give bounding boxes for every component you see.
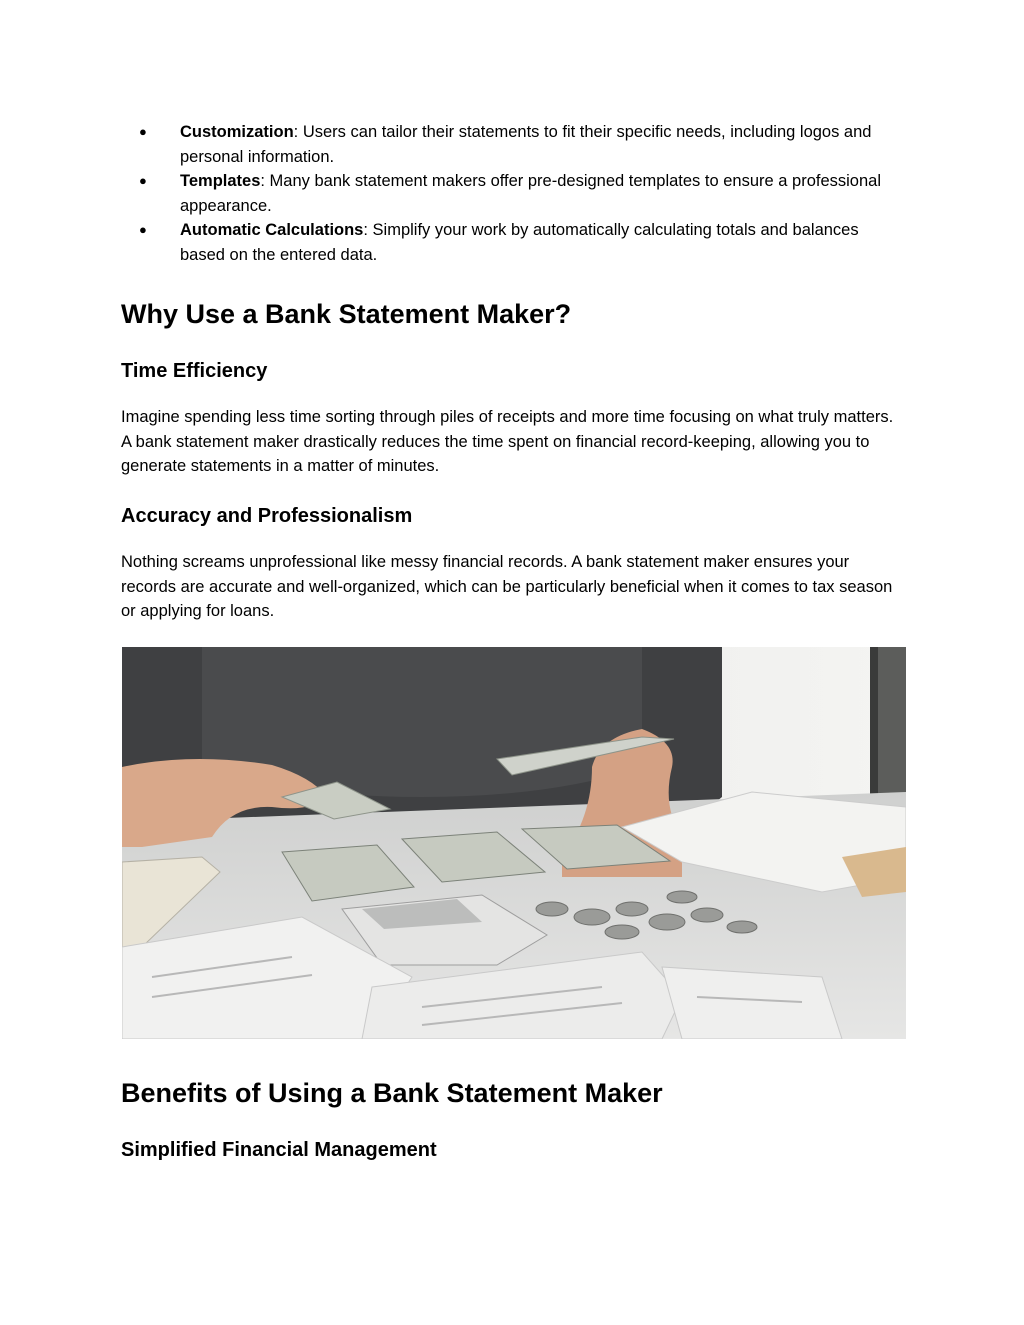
- feature-text: : Users can tailor their statements to fit their specific needs, including logos and personal information.: [180, 123, 872, 166]
- subheading-accuracy: Accuracy and Professionalism: [121, 505, 413, 527]
- list-item: [121, 169, 906, 218]
- section-heading-benefits: Benefits of Using a Bank Statement Maker: [121, 1078, 663, 1108]
- bullet-icon: ●: [139, 222, 147, 237]
- paragraph-accuracy: Nothing screams unprofessional like messy financial records. A bank statement maker ensures your records are accurate and well-organized, which can be particularly beneficial when it comes to tax season or applying for loans.: [121, 553, 893, 620]
- bullet-icon: ●: [139, 173, 147, 188]
- subheading-simplified-management: Simplified Financial Management: [121, 1139, 437, 1161]
- feature-term: Customization: [180, 123, 294, 141]
- section-heading-why: Why Use a Bank Statement Maker?: [121, 299, 572, 329]
- feature-term: Automatic Calculations: [180, 221, 364, 239]
- money-counting-photo: [122, 647, 906, 1039]
- feature-text: : Many bank statement makers offer pre-designed templates to ensure a professional appearance.: [180, 172, 882, 215]
- feature-list: [121, 120, 906, 267]
- paragraph-time-efficiency: Imagine spending less time sorting through piles of receipts and more time focusing on what truly matters. A bank statement maker drastically reduces the time spent on financial record-keeping, allowing you to generate statements in a matter of minutes.: [121, 408, 894, 475]
- subheading-time-efficiency: Time Efficiency: [121, 360, 268, 382]
- list-item: [121, 120, 906, 169]
- bullet-icon: ●: [139, 124, 147, 139]
- feature-text: : Simplify your work by automatically calculating totals and balances based on the entered data.: [180, 221, 859, 264]
- list-item: [121, 218, 906, 267]
- feature-term: Templates: [180, 172, 261, 190]
